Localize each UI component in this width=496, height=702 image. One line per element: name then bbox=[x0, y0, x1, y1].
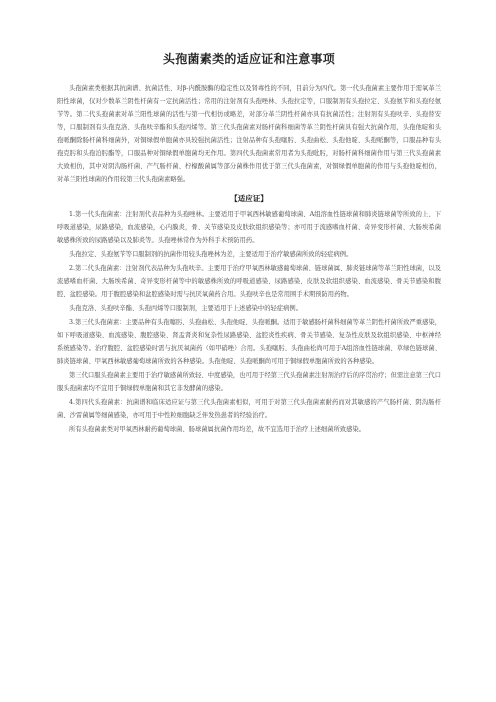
paragraph-first-generation: 1.第一代头孢菌素：注射剂代表品种为头孢唑林。主要适用于甲氧西林敏感葡萄球菌、A组溶血性链球菌和肺炎链球菌等所致的上、下呼吸道感染，尿路感染，血流感染，心内膜炎，骨、关节感染及皮肤软组织感染等；亦可用于流感嗜血杆菌、奇异变形杆菌、大肠埃希菌敏感株所致的尿路感染以及肺炎等。头孢唑林常作为外科手术预防用药。 bbox=[57, 211, 441, 244]
paragraph-first-generation-oral: 头孢拉定、头孢氨苄等口服制剂的抗菌作用较头孢唑林为差，主要适用于治疗敏感菌所致的轻症病例。 bbox=[69, 251, 353, 258]
section-heading-indications: 【适应证】 bbox=[230, 194, 268, 203]
paragraph-resistance-note: 所有头孢菌素类对甲氧西林耐药葡萄球菌、肠球菌属抗菌作用均差，故不宜选用于治疗上述细菌所致感染。 bbox=[69, 426, 365, 433]
paragraph-third-generation-oral: 第三代口服头孢菌素主要用于治疗敏感菌所致轻、中度感染，也可用于经第三代头孢菌素注射剂治疗后的序贯治疗；但需注意第三代口服头孢菌素均不宜用于铜绿假单胞菌和其它非发酵菌的感染。 bbox=[57, 372, 441, 392]
document-page bbox=[57, 0, 441, 436]
paragraph-third-generation: 3.第三代头孢菌素：主要品种有头孢噻肟、头孢曲松、头孢他啶、头孢哌酮。适用于敏感肠杆菌科细菌等革兰阴性杆菌所致严重感染，如下呼吸道感染、血流感染、腹腔感染、肾盂肾炎和复杂性尿路感染、盆腔炎性疾病、骨关节感染、复杂性皮肤及软组织感染、中枢神经系统感染等。治疗腹腔、盆腔感染时需与抗厌氧菌药（如甲硝唑）合用。头孢噻肟、头孢曲松尚可用于A组溶血性链球菌、草绿色链球菌、肺炎链球菌、甲氧西林敏感葡萄球菌所致的各种感染。头孢他啶、头孢哌酮尚可用于铜绿假单胞菌所致的各种感染。 bbox=[57, 319, 441, 365]
paragraph-fourth-generation: 4.第四代头孢菌素：抗菌谱和临床适应证与第三代头孢菌素相似，可用于对第三代头孢菌素耐药而对其敏感的产气肠杆菌、阴沟肠杆菌、沙雷菌属等细菌感染，亦可用于中性粒细胞缺乏伴发热患者的经验治疗。 bbox=[57, 399, 441, 419]
document-title: 头孢菌素类的适应证和注意事项 bbox=[162, 52, 336, 66]
paragraph-second-generation: 2.第二代头孢菌素：注射剂代表品种为头孢呋辛。主要用于治疗甲氧西林敏感葡萄球菌、链球菌属、肺炎链球菌等革兰阳性球菌，以及流感嗜血杆菌、大肠埃希菌、奇异变形杆菌等中的敏感株所致的呼吸道感染、尿路感染、皮肤及软组织感染、血流感染、骨关节感染和腹腔、盆腔感染。用于腹腔感染和盆腔感染时需与抗厌氧菌药合用。头孢呋辛也是常用围手术期预防用药物。 bbox=[57, 265, 441, 298]
paragraph-second-generation-oral: 头孢克洛、头孢呋辛酯、头孢丙烯等口服制剂，主要适用于上述感染中的轻症病例。 bbox=[69, 305, 302, 312]
intro-paragraph: 头孢菌素类根据其抗菌谱、抗菌活性、对β-内酰胺酶的稳定性以及肾毒性的不同，目前分为四代。第一代头孢菌素主要作用于需氧革兰阳性球菌，仅对少数革兰阴性杆菌有一定抗菌活性；常用的注射剂有头孢唑林、头孢拉定等，口服制剂有头孢拉定、头孢氨苄和头孢羟氨苄等。第二代头孢菌素对革兰阳性球菌的活性与第一代相仿或略差，对部分革兰阴性杆菌亦具有抗菌活性；注射剂有头孢呋辛、头孢替安等，口服制剂有头孢克洛、头孢呋辛酯和头孢丙烯等。第三代头孢菌素对肠杆菌科细菌等革兰阴性杆菌具有强大抗菌作用，头孢他啶和头孢哌酮除肠杆菌科细菌外，对铜绿假单胞菌亦具较强抗菌活性；注射品种有头孢噻肟、头孢曲松、头孢他啶、头孢哌酮等，口服品种有头孢克肟和头孢泊肟酯等，口服品种对铜绿假单胞菌均无作用。第四代头孢菌素常用者为头孢吡肟，对肠杆菌科细菌作用与第三代头孢菌素大致相仿，其中对阴沟肠杆菌、产气肠杆菌、柠檬酸菌属等部分菌株作用优于第三代头孢菌素，对铜绿假单胞菌的作用与头孢他啶相仿，对革兰阳性球菌的作用较第三代头孢菌素略强。 bbox=[57, 85, 441, 183]
